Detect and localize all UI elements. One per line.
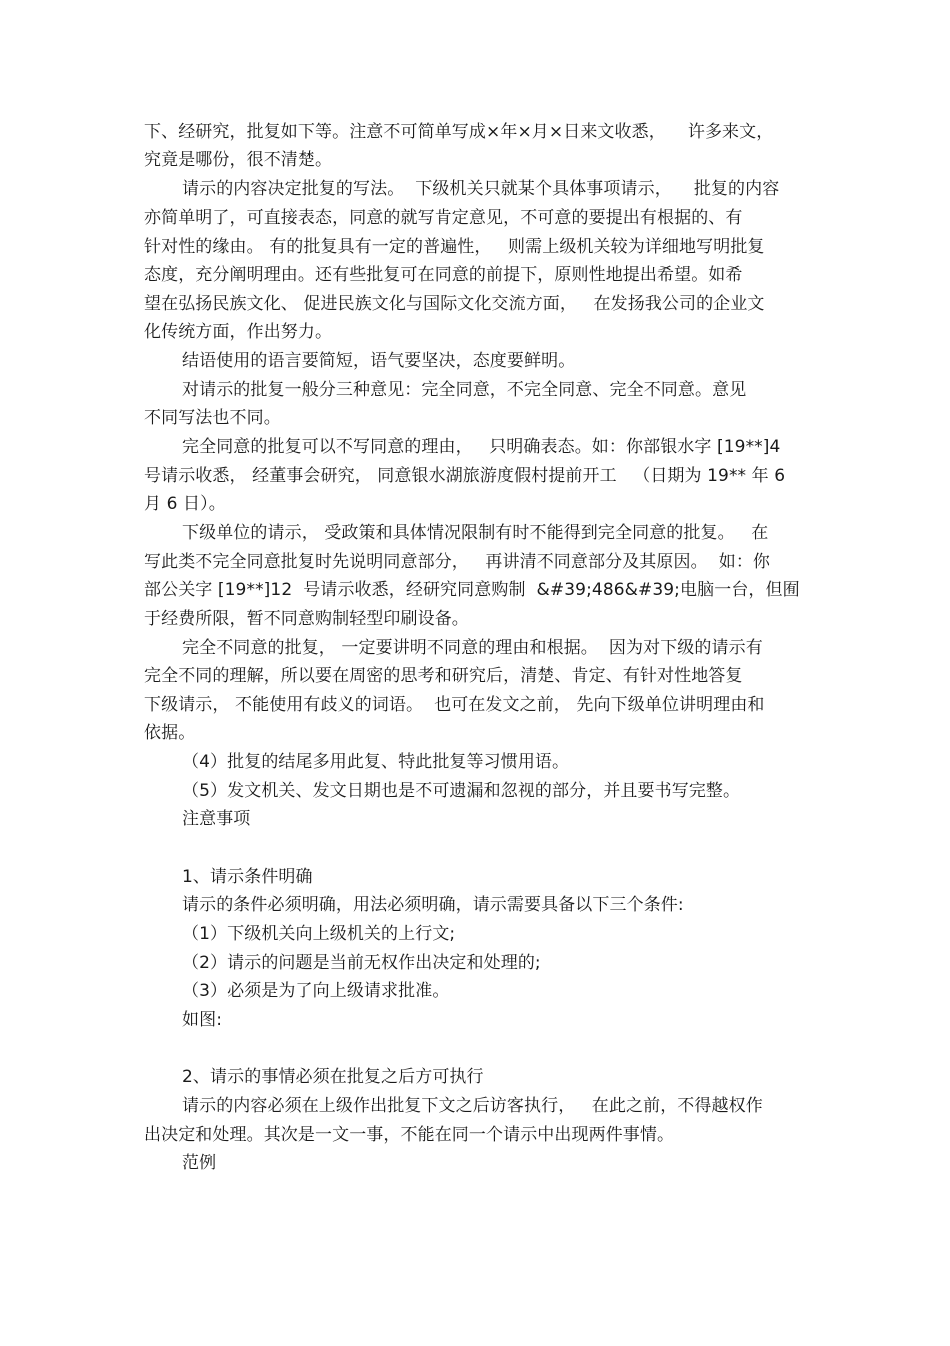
text-line: 完全同意的批复可以不写同意的理由， 只明确表态。如：你部银水字 [19**]4	[182, 437, 781, 457]
text-line: 究竟是哪份，很不清楚。	[144, 150, 333, 170]
text-line: 完全不同意的批复， 一定要讲明不同意的理由和根据。 因为对下级的请示有	[182, 638, 763, 658]
figure-caption: 如图:	[182, 1010, 223, 1030]
text-line: 月 6 日）。	[144, 494, 226, 514]
text-line: 亦简单明了，可直接表态，同意的就写肯定意见，不可意的要提出有根据的、有	[144, 208, 743, 228]
list-item: （1）下级机关向上级机关的上行文;	[182, 924, 456, 944]
text-line: 部公关字 [19**]12 号请示收悉，经研究同意购制 &#39;486&#39;电脑一台，但囿	[144, 580, 800, 600]
text-line: 请示的内容决定批复的写法。 下级机关只就某个具体事项请示， 批复的内容	[182, 179, 780, 199]
list-item: （3）必须是为了向上级请求批准。	[182, 981, 450, 1001]
text-line: 态度，充分阐明理由。还有些批复可在同意的前提下，原则性地提出希望。如希	[144, 265, 743, 285]
section-heading: 2、请示的事情必须在批复之后方可执行	[182, 1067, 484, 1087]
text-line: 望在弘扬民族文化、 促进民族文化与国际文化交流方面， 在发扬我公司的企业文	[144, 294, 765, 314]
text-line: 完全不同的理解，所以要在周密的思考和研究后，清楚、肯定、有针对性地答复	[144, 666, 743, 686]
text-line: 写此类不完全同意批复时先说明同意部分， 再讲清不同意部分及其原因。 如：你	[144, 552, 771, 572]
text-line: 下级请示， 不能使用有歧义的词语。 也可在发文之前， 先向下级单位讲明理由和	[144, 695, 765, 715]
text-line: 请示的条件必须明确，用法必须明确，请示需要具备以下三个条件:	[182, 895, 684, 915]
text-line: 依据。	[144, 723, 196, 743]
list-item: （4）批复的结尾多用此复、特此批复等习惯用语。	[182, 752, 570, 772]
text-line: 下级单位的请示， 受政策和具体情况限制有时不能得到完全同意的批复。 在	[182, 523, 769, 543]
list-item: （2）请示的问题是当前无权作出决定和处理的;	[182, 953, 541, 973]
text-line: 结语使用的语言要简短，语气要坚决，态度要鲜明。	[182, 351, 576, 371]
text-line: 对请示的批复一般分三种意见：完全同意，不完全同意、完全不同意。意见	[182, 380, 747, 400]
text-line: 号请示收悉， 经董事会研究， 同意银水湖旅游度假村提前开工 （日期为 19** 年 6	[144, 466, 786, 486]
text-line: 下、经研究，批复如下等。注意不可简单写成×年×月×日来文收悉， 许多来文，	[144, 122, 774, 142]
text-line: 针对性的缘由。 有的批复具有一定的普遍性， 则需上级机关较为详细地写明批复	[144, 237, 765, 257]
text-line: 请示的内容必须在上级作出批复下文之后访客执行， 在此之前，不得越权作	[182, 1096, 763, 1116]
text-line: 于经费所限，暂不同意购制轻型印刷设备。	[144, 609, 469, 629]
text-line: 出决定和处理。其次是一文一事，不能在同一个请示中出现两件事情。	[144, 1125, 675, 1145]
list-item: （5）发文机关、发文日期也是不可遗漏和忽视的部分，并且要书写完整。	[182, 781, 741, 801]
text-line: 不同写法也不同。	[144, 408, 281, 428]
section-heading: 注意事项	[182, 809, 251, 829]
section-heading: 范例	[182, 1153, 217, 1173]
text-line: 化传统方面，作出努力。	[144, 322, 333, 342]
section-heading: 1、请示条件明确	[182, 867, 313, 887]
